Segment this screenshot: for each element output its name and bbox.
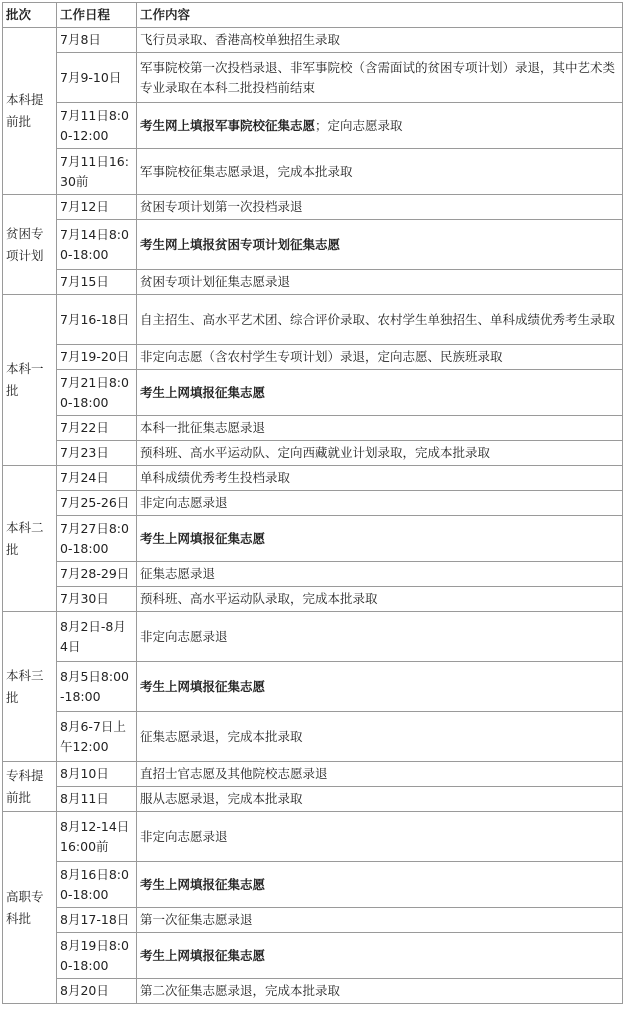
content-text: 考生网上填报军事院校征集志愿 — [140, 117, 316, 133]
content-text: 征集志愿录退 — [140, 566, 216, 581]
content-text: 预科班、高水平运动队录取，完成本批录取 — [140, 591, 378, 606]
content-cell — [137, 416, 623, 441]
table-row — [3, 562, 623, 587]
content-cell — [137, 862, 623, 908]
date-cell: 7月19-20日 — [57, 345, 137, 370]
date-cell: 7月14日8:00-18:00 — [57, 220, 137, 270]
content-cell — [137, 787, 623, 812]
batch-cell: 本科提前批 — [3, 28, 57, 195]
table-row — [3, 220, 623, 270]
table-row — [3, 53, 623, 103]
content-cell — [137, 812, 623, 862]
content-cell — [137, 516, 623, 562]
table-row — [3, 195, 623, 220]
content-text: 第一次征集志愿录退 — [140, 912, 253, 927]
table-row — [3, 662, 623, 712]
table-row — [3, 862, 623, 908]
table-row — [3, 516, 623, 562]
date-cell: 7月28-29日 — [57, 562, 137, 587]
content-cell — [137, 103, 623, 149]
table-row — [3, 979, 623, 1004]
content-suffix: ；定向志愿录取 — [315, 117, 403, 133]
content-text: 第二次征集志愿录退，完成本批录取 — [140, 983, 341, 998]
content-text: 飞行员录取、香港高校单独招生录取 — [140, 32, 341, 47]
date-cell: 8月19日8:00-18:00 — [57, 933, 137, 979]
table-row — [3, 103, 623, 149]
table-row — [3, 908, 623, 933]
content-cell — [137, 149, 623, 195]
date-cell: 8月5日8:00-18:00 — [57, 662, 137, 712]
table-row — [3, 933, 623, 979]
admission-schedule-table — [2, 2, 623, 1004]
content-cell — [137, 220, 623, 270]
table-row — [3, 416, 623, 441]
date-cell: 8月10日 — [57, 762, 137, 787]
content-cell — [137, 933, 623, 979]
date-cell: 7月11日8:00-12:00 — [57, 103, 137, 149]
content-cell — [137, 712, 623, 762]
content-cell — [137, 491, 623, 516]
header-row — [3, 3, 623, 28]
content-text: 贫困专项计划征集志愿录退 — [140, 274, 291, 289]
table-row — [3, 587, 623, 612]
content-cell — [137, 53, 623, 103]
batch-cell: 本科三批 — [3, 612, 57, 762]
batch-cell: 本科二批 — [3, 466, 57, 612]
content-cell — [137, 979, 623, 1004]
date-cell: 8月17-18日 — [57, 908, 137, 933]
content-text: 考生上网填报征集志愿 — [140, 876, 266, 892]
content-cell — [137, 908, 623, 933]
content-cell — [137, 612, 623, 662]
table-row — [3, 812, 623, 862]
table-row — [3, 295, 623, 345]
date-cell: 7月15日 — [57, 270, 137, 295]
content-text: 单科成绩优秀考生投档录取 — [140, 470, 291, 485]
header-batch: 批次 — [3, 3, 57, 28]
content-text: 军事院校征集志愿录退，完成本批录取 — [140, 163, 353, 179]
date-cell: 7月12日 — [57, 195, 137, 220]
content-text: 考生上网填报征集志愿 — [140, 530, 266, 546]
date-cell: 7月16-18日 — [57, 295, 137, 345]
table-row — [3, 270, 623, 295]
batch-cell: 专科提前批 — [3, 762, 57, 812]
table-row — [3, 712, 623, 762]
content-text: 服从志愿录退，完成本批录取 — [140, 791, 303, 806]
table-row — [3, 149, 623, 195]
content-cell — [137, 195, 623, 220]
content-text: 非定向志愿（含农村学生专项计划）录退，定向志愿、民族班录取 — [140, 349, 503, 364]
table-row — [3, 762, 623, 787]
content-text: 本科一批征集志愿录退 — [140, 420, 266, 435]
date-cell: 7月27日8:00-18:00 — [57, 516, 137, 562]
date-cell: 7月25-26日 — [57, 491, 137, 516]
date-cell: 8月20日 — [57, 979, 137, 1004]
content-cell — [137, 587, 623, 612]
date-cell: 8月16日8:00-18:00 — [57, 862, 137, 908]
content-text: 非定向志愿录退 — [140, 828, 228, 844]
content-text: 非定向志愿录退 — [140, 628, 228, 644]
date-cell: 7月22日 — [57, 416, 137, 441]
content-text: 直招士官志愿及其他院校志愿录退 — [140, 766, 328, 781]
content-cell — [137, 762, 623, 787]
header-content: 工作内容 — [137, 3, 623, 28]
content-cell — [137, 466, 623, 491]
content-text: 征集志愿录退，完成本批录取 — [140, 728, 303, 744]
content-cell — [137, 370, 623, 416]
content-text: 自主招生、高水平艺术团、综合评价录取、农村学生单独招生、单科成绩优秀考生录取 — [140, 311, 616, 327]
date-cell: 7月11日16:30前 — [57, 149, 137, 195]
date-cell: 7月8日 — [57, 28, 137, 53]
date-cell: 7月9-10日 — [57, 53, 137, 103]
content-cell — [137, 441, 623, 466]
date-cell: 7月30日 — [57, 587, 137, 612]
content-text: 预科班、高水平运动队、定向西藏就业计划录取，完成本批录取 — [140, 445, 491, 460]
batch-cell: 高职专科批 — [3, 812, 57, 1004]
date-cell: 8月12-14日16:00前 — [57, 812, 137, 862]
date-cell: 7月24日 — [57, 466, 137, 491]
date-cell: 8月11日 — [57, 787, 137, 812]
content-cell — [137, 270, 623, 295]
content-cell — [137, 562, 623, 587]
content-cell — [137, 345, 623, 370]
date-cell: 8月2日-8月4日 — [57, 612, 137, 662]
content-cell — [137, 662, 623, 712]
table-row — [3, 491, 623, 516]
table-row — [3, 612, 623, 662]
content-text: 考生上网填报征集志愿 — [140, 384, 266, 400]
date-cell: 8月6-7日上午12:00 — [57, 712, 137, 762]
table-row — [3, 466, 623, 491]
content-text: 考生上网填报征集志愿 — [140, 947, 266, 963]
date-cell: 7月21日8:00-18:00 — [57, 370, 137, 416]
content-cell — [137, 28, 623, 53]
table-row — [3, 441, 623, 466]
content-text: 贫困专项计划第一次投档录退 — [140, 199, 303, 214]
batch-cell: 本科一批 — [3, 295, 57, 466]
table-row — [3, 370, 623, 416]
table-row — [3, 345, 623, 370]
content-text: 非定向志愿录退 — [140, 495, 228, 510]
table-row — [3, 787, 623, 812]
schedule-body — [3, 28, 623, 1004]
content-text: 考生上网填报征集志愿 — [140, 678, 266, 694]
content-text: 军事院校第一次投档录退、非军事院校（含需面试的贫困专项计划）录退，其中艺术类专业录取在本科二批投档前结束 — [140, 59, 616, 95]
date-cell: 7月23日 — [57, 441, 137, 466]
header-date: 工作日程 — [57, 3, 137, 28]
content-text: 考生网上填报贫困专项计划征集志愿 — [140, 236, 341, 252]
batch-cell: 贫困专项计划 — [3, 195, 57, 295]
content-cell — [137, 295, 623, 345]
table-row — [3, 28, 623, 53]
